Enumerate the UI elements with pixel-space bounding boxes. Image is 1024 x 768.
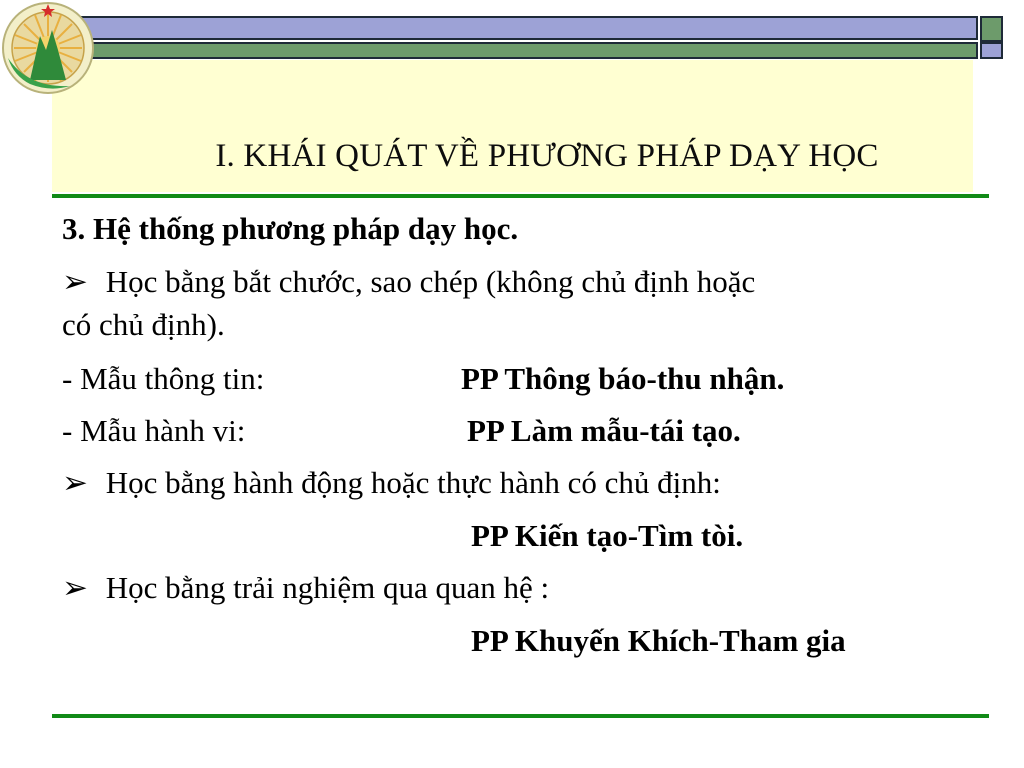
section-heading: 3. Hệ thống phương pháp dạy học. (62, 211, 519, 246)
bullet-3-value: PP Khuyến Khích-Tham gia (471, 623, 846, 658)
bullet-1-continuation: có chủ định). (62, 307, 225, 342)
page-title: I. KHÁI QUÁT VỀ PHƯƠNG PHÁP DẠY HỌC (215, 138, 879, 174)
arrow-bullet-icon: ➢ (62, 570, 88, 605)
header-square-green (980, 16, 1003, 42)
divider-top (52, 194, 989, 198)
item-1-value: PP Thông báo-thu nhận. (461, 361, 785, 396)
bullet-item-3 (62, 571, 549, 606)
item-1-label: - Mẫu thông tin: (62, 361, 265, 396)
bullet-2-value: PP Kiến tạo-Tìm tòi. (471, 518, 744, 553)
university-logo-icon (0, 0, 96, 96)
header-bar-blue (52, 16, 978, 40)
item-2-label: - Mẫu hành vi: (62, 413, 246, 448)
bullet-item-2 (62, 466, 721, 501)
arrow-bullet-icon: ➢ (62, 465, 88, 500)
divider-bottom (52, 714, 989, 718)
bullet-2-text: Học bằng hành động hoặc thực hành có chủ định: (98, 465, 721, 500)
header-bar-green (52, 42, 978, 59)
bullet-1-text: Học bằng bắt chước, sao chép (không chủ định hoặc (98, 264, 756, 299)
bullet-item-1 (62, 265, 755, 300)
header-square-blue (980, 42, 1003, 59)
arrow-bullet-icon: ➢ (62, 264, 88, 299)
item-2-value: PP Làm mẫu-tái tạo. (467, 413, 741, 448)
bullet-3-text: Học bằng trải nghiệm qua quan hệ : (98, 570, 550, 605)
